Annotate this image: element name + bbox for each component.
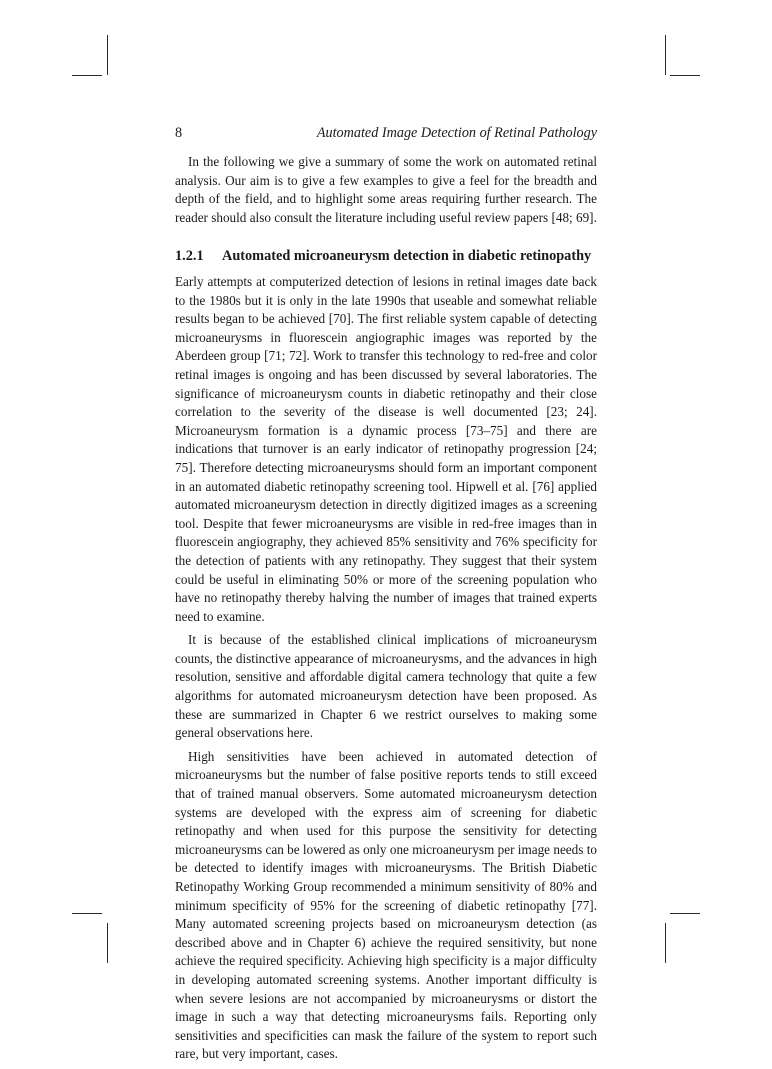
crop-mark-top-right-vertical (665, 35, 666, 75)
running-title: Automated Image Detection of Retinal Pathology (316, 125, 597, 141)
body-paragraph-3: High sensitivities have been achieved in automated detection of microaneurysms but the number of false positive reports tends to still exceed that of trained manual observers. Some automated microaneurysm detection systems are developed with the express aim of screening for diabetic retinopathy and when used for this purpose the sensitivity for detecting microaneurysms can be lowered as only one microaneurysm per image needs to be detected to identify images with microaneurysms. The British Diabetic Retinopathy Working Group recommended a minimum sensitivity of 80% and minimum specificity of 95% for the screening of diabetic retinopathy [77]. Many automated screening projects based on microaneurysm detection (as described above and in Chapter 6) achieve the required sensitivity, but none achieve the required specificity. Achieving high specificity is a major difficulty in developing automated screening systems. Another important difficulty is when severe lesions are not accompanied by microaneurysms or distort the image in such a way that detecting microaneurysms fails. Reporting only sensitivities and specificities can mask the failure of the system to report such rare, but very important, cases. (175, 748, 597, 1062)
crop-mark-top-left-horizontal (72, 75, 102, 76)
crop-mark-bottom-right-horizontal (670, 913, 700, 914)
crop-mark-bottom-left-horizontal (72, 913, 102, 914)
body-paragraph-1: Early attempts at computerized detection of lesions in retinal images date back to the 1980s but it is only in the late 1990s that useable and somewhat reliable results began to be achieved [70]. The first reliable system capable of detecting microaneurysms in fluorescein angiographic images was reported by the Aberdeen group [71; 72]. Work to transfer this technology to red-free and color retinal images is ongoing and has been discussed by several laboratories. The significance of microaneurysm counts in diabetic retinopathy and their close correlation to the severity of the disease is well documented [23; 24]. Microaneurysm formation is a dynamic process [73–75] and there are indications that turnover is an early indicator of retinopathy progression [24; 75]. Therefore detecting microaneurysms should form an important component in an automated diabetic retinopathy screening tool. Hipwell et al. [76] applied automated microaneurysm detection in directly digitized images as a screening tool. Despite that fewer microaneurysms are visible in red-free images than in fluorescein angiography, they achieved 85% sensitivity and 76% specificity for the detection of patients with any retinopathy. They suggest that their system could be useful in eliminating 50% or more of the screening population who have no retinopathy thereby halving the number of images that trained experts need to examine. (175, 274, 597, 624)
page-number: 8 (175, 125, 183, 141)
section-body (175, 273, 597, 1069)
section-number: 1.2.1 (175, 248, 204, 264)
crop-mark-bottom-left-vertical (107, 923, 108, 963)
body-paragraph-2: It is because of the established clinical implications of microaneurysm counts, the distinctive appearance of microaneurysms, and the advances in high resolution, sensitive and affordable digital camera technology that quite a few algorithms for automated microaneurysm detection have been proposed. As these are summarized in Chapter 6 we restrict ourselves to making some general observations here. (175, 632, 597, 741)
section-heading (175, 248, 615, 265)
crop-mark-top-right-horizontal (670, 75, 700, 76)
section-title: Automated microaneurysm detection in diabetic retinopathy (222, 248, 592, 264)
crop-mark-top-left-vertical (107, 35, 108, 75)
intro-paragraph: In the following we give a summary of some the work on automated retinal analysis. Our aim is to give a few examples to give a feel for the breadth and depth of the field, and to highlight some areas requiring further research. The reader should also consult the literature including useful review papers [48; 69]. (175, 154, 597, 225)
crop-mark-bottom-right-vertical (665, 923, 666, 963)
